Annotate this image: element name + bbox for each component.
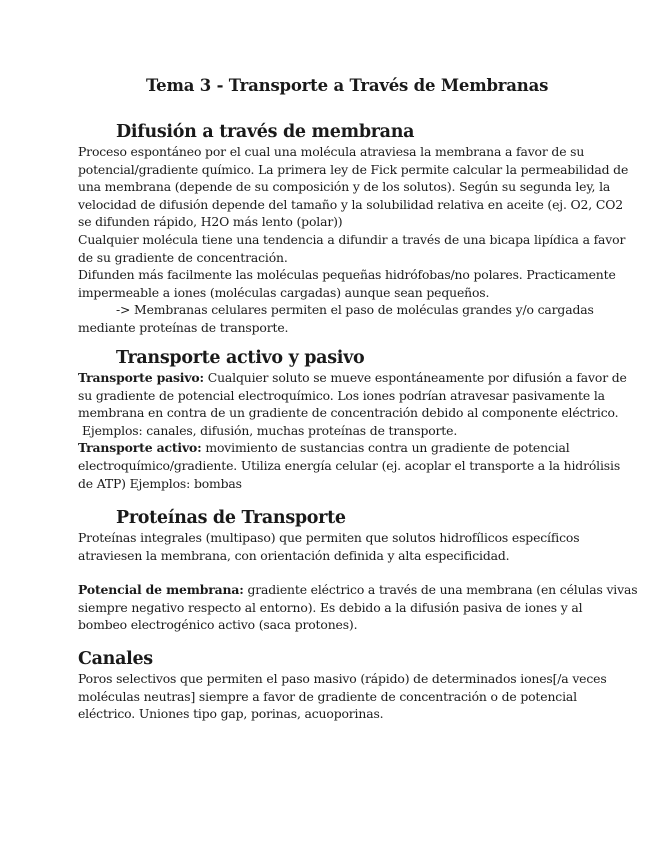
paragraph-line-indented: -> Membranas celulares permiten el paso de moléculas grandes y/o cargadas xyxy=(116,302,594,318)
paragraph-line: bombeo electrogénico activo (saca protones). xyxy=(78,617,358,633)
paragraph-line: impermeable a iones (moléculas cargadas) aunque sean pequeños. xyxy=(78,284,490,300)
heading-proteinas-transporte: Proteínas de Transporte xyxy=(116,508,346,528)
heading-difusion: Difusión a través de membrana xyxy=(116,122,415,142)
paragraph-line: potencial/gradiente químico. La primera ley de Fick permite calcular la permeabilidad de xyxy=(78,161,629,177)
term-transporte-pasivo: Transporte pasivo: xyxy=(78,370,204,385)
section-difusion-body xyxy=(78,143,628,337)
paragraph-line: Difunden más facilmente las moléculas pequeñas hidrófobas/no polares. Practicamente xyxy=(78,267,616,283)
paragraph-line: mediante proteínas de transporte. xyxy=(78,319,289,335)
paragraph-line: Ejemplos: canales, difusión, muchas proteínas de transporte. xyxy=(82,422,458,438)
paragraph-line: membrana en contra de un gradiente de concentración debido al componente eléctrico. xyxy=(78,405,619,421)
paragraph-line: electroquímico/gradiente. Utiliza energía celular (ej. acoplar el transporte a la hidrólisis xyxy=(78,457,621,473)
paragraph-line xyxy=(78,369,627,387)
section-canales-body xyxy=(78,670,607,723)
paragraph-line xyxy=(78,581,637,599)
paragraph-line: su gradiente de potencial electroquímico. Los iones podrían atravesar pasivamente la xyxy=(78,387,605,403)
section-transporte-body xyxy=(78,369,627,492)
term-transporte-activo: Transporte activo: xyxy=(78,440,202,456)
paragraph-line xyxy=(78,439,627,457)
paragraph-line: atraviesen la membrana, con orientación definida y alta especificidad. xyxy=(78,547,510,563)
definition-text: Cualquier soluto se mueve espontáneamente por difusión a favor de xyxy=(203,370,627,385)
term-potencial-membrana: Potencial de membrana: xyxy=(78,582,244,597)
paragraph-line: velocidad de difusión depende del tamaño y la solubilidad relativa en aceite (ej. O2, CO2 xyxy=(78,196,623,212)
paragraph-line: moléculas neutras] siempre a favor de gradiente de concentración o de potencial xyxy=(78,688,577,704)
section-potencial-body xyxy=(78,581,637,634)
definition-text: gradiente eléctrico a través de una membrana (en células vivas xyxy=(243,582,638,597)
paragraph-line: Proceso espontáneo por el cual una molécula atraviesa la membrana a favor de su xyxy=(78,144,585,159)
document-title: Tema 3 - Transporte a Través de Membranas xyxy=(146,76,549,95)
paragraph-line: Cualquier molécula tiene una tendencia a difundir a través de una bicapa lipídica a favor xyxy=(78,231,626,247)
definition-text: movimiento de sustancias contra un gradiente de potencial xyxy=(201,440,570,456)
paragraph-line: Poros selectivos que permiten el paso masivo (rápido) de determinados iones[/a veces xyxy=(78,671,607,686)
paragraph-line: de ATP) Ejemplos: bombas xyxy=(78,475,242,491)
paragraph-line: siempre negativo respecto al entorno). Es debido a la difusión pasiva de iones y al xyxy=(78,599,583,615)
paragraph-line: Proteínas integrales (multipaso) que permiten que solutos hidrofílicos específicos xyxy=(78,530,580,545)
section-proteinas-body xyxy=(78,529,579,564)
paragraph-line: eléctrico. Uniones tipo gap, porinas, acuoporinas. xyxy=(78,706,384,722)
heading-transporte-activo-pasivo: Transporte activo y pasivo xyxy=(116,348,365,368)
heading-canales: Canales xyxy=(78,649,153,669)
paragraph-line: de su gradiente de concentración. xyxy=(78,249,288,265)
paragraph-line: una membrana (depende de su composición y de los solutos). Según su segunda ley, la xyxy=(78,179,611,195)
paragraph-line: se difunden rápido, H2O más lento (polar)) xyxy=(78,214,343,230)
